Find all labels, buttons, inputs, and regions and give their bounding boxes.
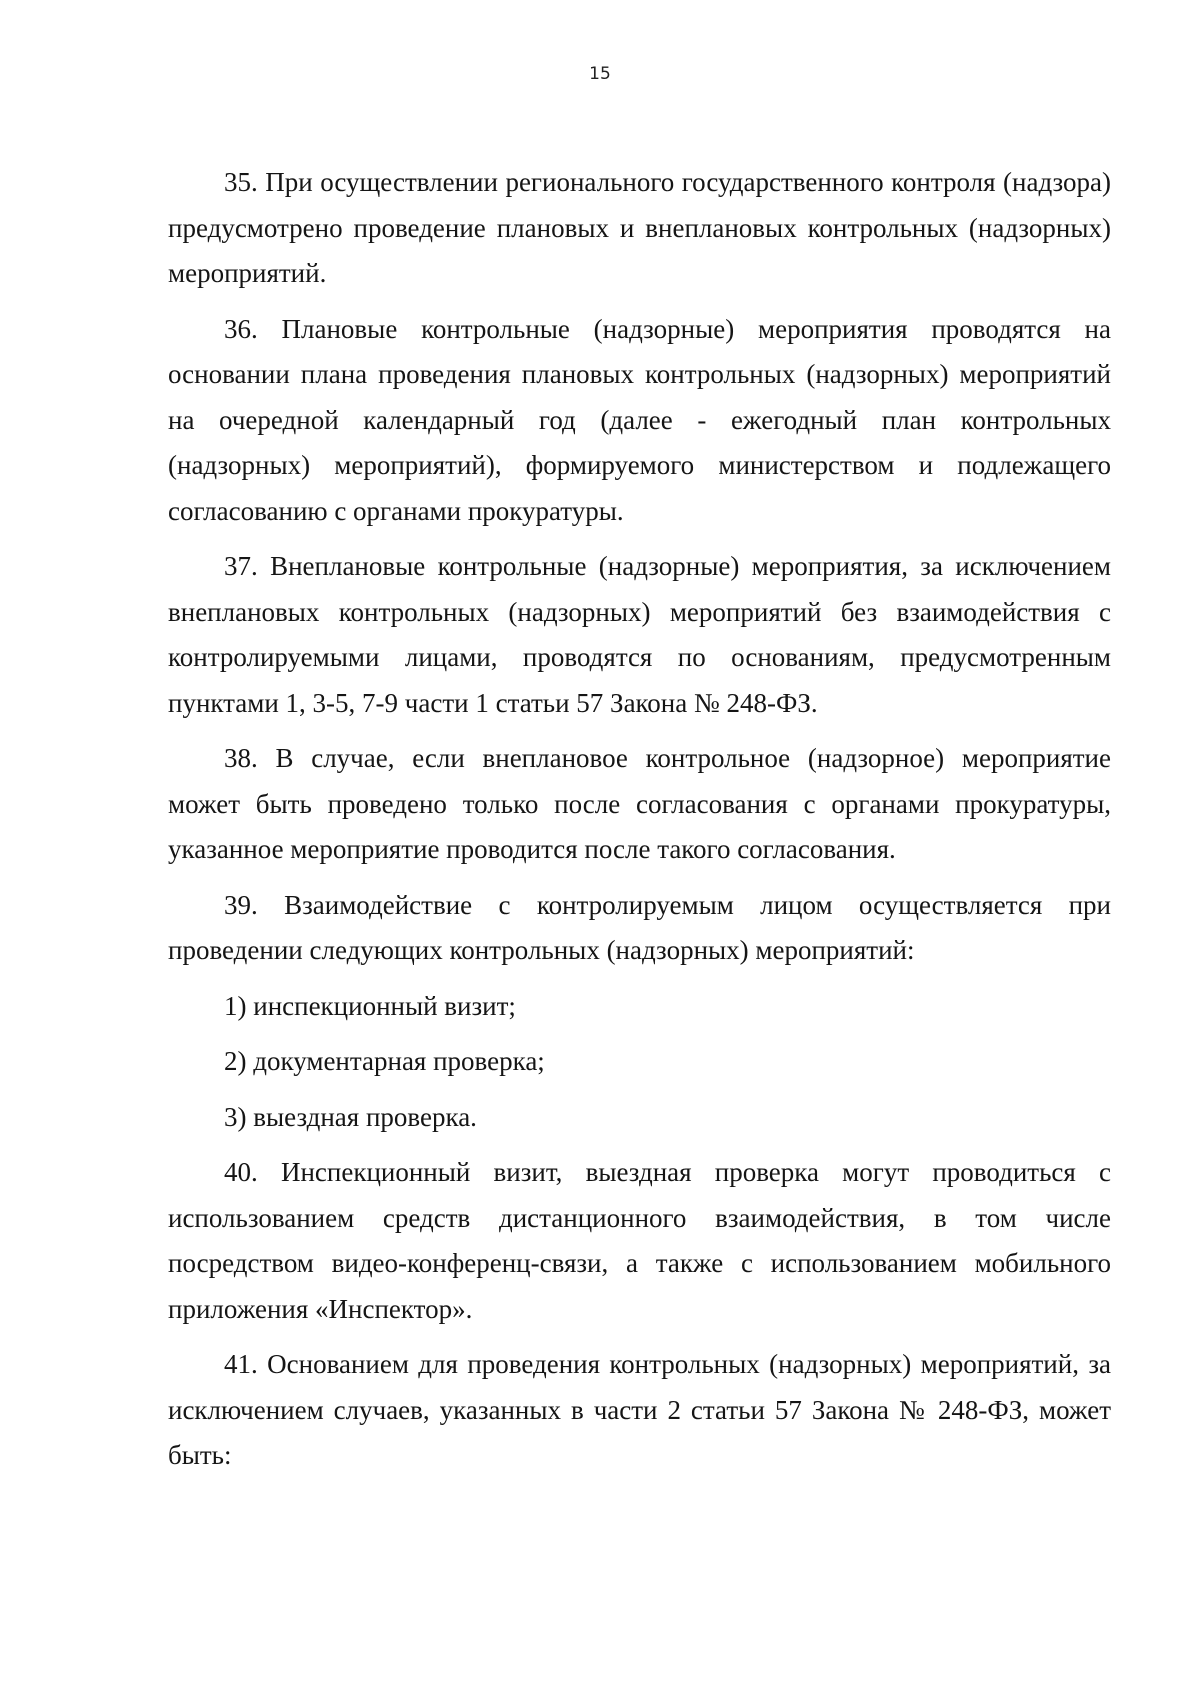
paragraph-40: 40. Инспекционный визит, выездная проверка могут проводиться с использованием средств дистанционного взаимодействия, в том числе посредством видео-конференц-связи, а также с использованием мобильного приложения «Инспектор».	[168, 1157, 1111, 1324]
paragraph-37: 37. Внеплановые контрольные (надзорные) мероприятия, за исключением внеплановых контрольных (надзорных) мероприятий без взаимодействия с контролируемыми лицами, проводятся по основаниям, предусмотренным пунктами 1, 3-5, 7-9 части 1 статьи 57 Закона № 248-ФЗ.	[168, 551, 1111, 718]
paragraph-39: 39. Взаимодействие с контролируемым лицом осуществляется при проведении следующих контрольных (надзорных) мероприятий:	[168, 889, 1111, 965]
page-number: 15	[589, 64, 611, 84]
list-item: 3) выездная проверка.	[224, 1101, 477, 1132]
paragraph-38: 38. В случае, если внеплановое контрольное (надзорное) мероприятие может быть проведено только после согласования с органами прокуратуры, указанное мероприятие проводится после такого согласования.	[168, 743, 1111, 864]
paragraph-36: 36. Плановые контрольные (надзорные) мероприятия проводятся на основании плана проведения плановых контрольных (надзорных) мероприятий на очередной календарный год (далее - ежегодный план контрольных (надзорных) мероприятий), формируемого министерством и подлежащего согласованию с органами прокуратуры.	[168, 313, 1111, 526]
list-item: 1) инспекционный визит;	[224, 990, 516, 1021]
paragraph-35: 35. При осуществлении регионального государственного контроля (надзора) предусмотрено проведение плановых и внеплановых контрольных (надзорных) мероприятий.	[168, 167, 1111, 288]
document-body	[168, 160, 1111, 1489]
list-item: 2) документарная проверка;	[224, 1046, 545, 1076]
paragraph-41: 41. Основанием для проведения контрольных (надзорных) мероприятий, за исключением случаев, указанных в части 2 статьи 57 Закона № 248-ФЗ, может быть:	[168, 1349, 1111, 1470]
